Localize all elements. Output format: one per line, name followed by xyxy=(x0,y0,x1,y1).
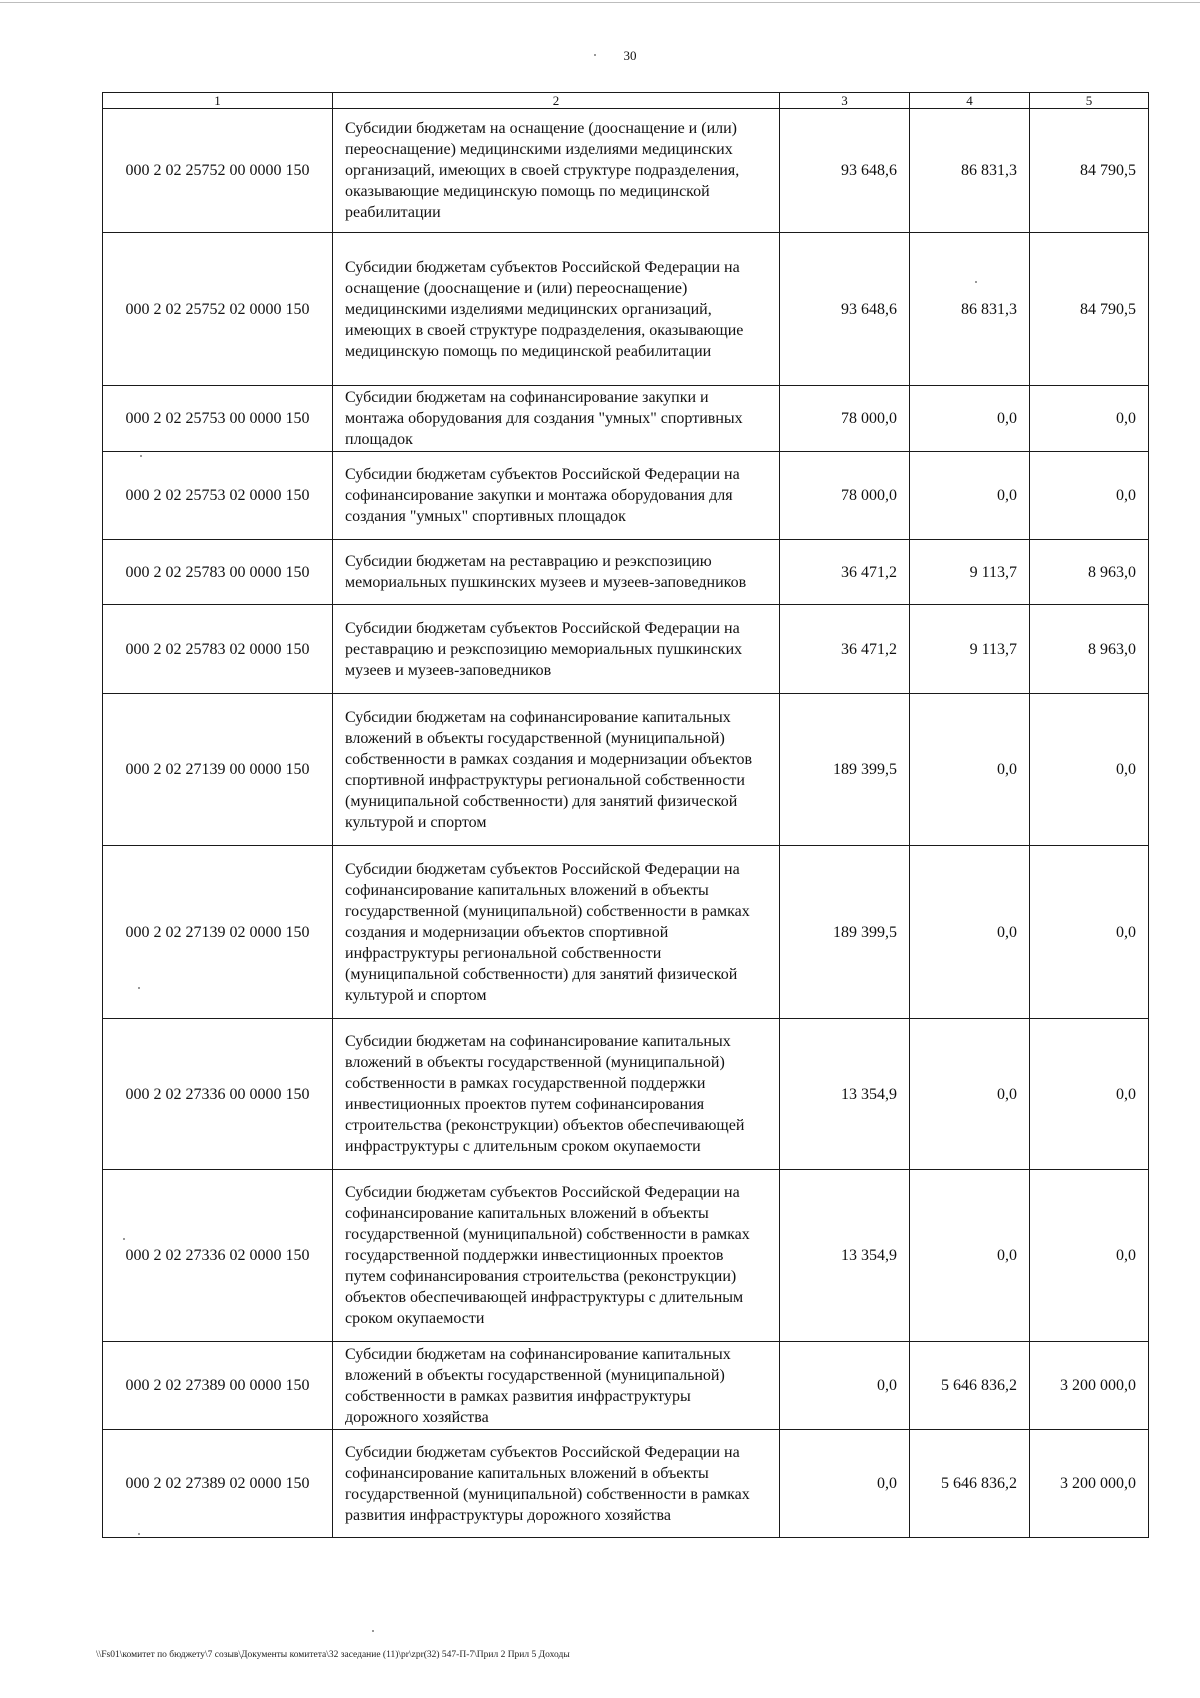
budget-code: 000 2 02 25783 02 0000 150 xyxy=(103,605,333,694)
budget-code: 000 2 02 25783 00 0000 150 xyxy=(103,540,333,605)
row-description: Субсидии бюджетам на реставрацию и реэкспозицию мемориальных пушкинских музеев и музеев-заповедников xyxy=(333,540,780,605)
table-row xyxy=(103,846,1149,1019)
table-row xyxy=(103,386,1149,452)
value-col-3: 93 648,6 xyxy=(780,233,910,386)
value-col-4: 86 831,3 xyxy=(910,233,1030,386)
row-description: Субсидии бюджетам на оснащение (дооснащение и (или) переоснащение) медицинскими изделиями медицинских организаций, имеющих в своей структуре подразделения, оказывающие медицинскую помощь по медицинской реабилитации xyxy=(333,109,780,233)
value-col-5: 0,0 xyxy=(1030,1019,1149,1170)
row-description: Субсидии бюджетам субъектов Российской Федерации на реставрацию и реэкспозицию мемориальных пушкинских музеев и музеев-заповедников xyxy=(333,605,780,694)
value-col-3: 0,0 xyxy=(780,1342,910,1430)
budget-code: 000 2 02 27336 02 0000 150 xyxy=(103,1170,333,1342)
value-col-4: 0,0 xyxy=(910,694,1030,846)
value-col-5: 3 200 000,0 xyxy=(1030,1342,1149,1430)
value-col-5: 0,0 xyxy=(1030,1170,1149,1342)
value-col-5: 3 200 000,0 xyxy=(1030,1430,1149,1538)
table-row xyxy=(103,1430,1149,1538)
row-description: Субсидии бюджетам на софинансирование капитальных вложений в объекты государственной (муниципальной) собственности в рамках создания и модернизации объектов спортивной инфраструктуры региональной собственности (муниципальной собственности) для занятий физической культурой и спортом xyxy=(333,694,780,846)
value-col-3: 36 471,2 xyxy=(780,540,910,605)
value-col-4: 0,0 xyxy=(910,452,1030,540)
header-col-4: 4 xyxy=(910,93,1030,109)
table-row xyxy=(103,605,1149,694)
scan-speck xyxy=(138,987,140,989)
value-col-5: 84 790,5 xyxy=(1030,109,1149,233)
table-row xyxy=(103,694,1149,846)
row-description: Субсидии бюджетам на софинансирование закупки и монтажа оборудования для создания "умных" спортивных площадок xyxy=(333,386,780,452)
value-col-4: 9 113,7 xyxy=(910,605,1030,694)
value-col-4: 86 831,3 xyxy=(910,109,1030,233)
header-col-2: 2 xyxy=(333,93,780,109)
table-row xyxy=(103,1019,1149,1170)
value-col-3: 13 354,9 xyxy=(780,1170,910,1342)
value-col-3: 189 399,5 xyxy=(780,694,910,846)
scan-speck xyxy=(140,455,142,457)
value-col-3: 78 000,0 xyxy=(780,452,910,540)
value-col-4: 0,0 xyxy=(910,1170,1030,1342)
budget-code: 000 2 02 27389 00 0000 150 xyxy=(103,1342,333,1430)
scan-speck xyxy=(594,54,596,56)
row-description: Субсидии бюджетам на софинансирование капитальных вложений в объекты государственной (муниципальной) собственности в рамках развития инфраструктуры дорожного хозяйства xyxy=(333,1342,780,1430)
budget-code: 000 2 02 27139 02 0000 150 xyxy=(103,846,333,1019)
table-row xyxy=(103,540,1149,605)
header-col-1: 1 xyxy=(103,93,333,109)
row-description: Субсидии бюджетам субъектов Российской Федерации на софинансирование закупки и монтажа оборудования для создания "умных" спортивных площадок xyxy=(333,452,780,540)
value-col-4: 5 646 836,2 xyxy=(910,1430,1030,1538)
value-col-4: 9 113,7 xyxy=(910,540,1030,605)
header-col-5: 5 xyxy=(1030,93,1149,109)
scan-speck xyxy=(123,1238,125,1240)
row-description: Субсидии бюджетам субъектов Российской Федерации на оснащение (дооснащение и (или) переоснащение) медицинскими изделиями медицинских организаций, имеющих в своей структуре подразделения, оказывающие медицинскую помощь по медицинской реабилитации xyxy=(333,233,780,386)
row-description: Субсидии бюджетам на софинансирование капитальных вложений в объекты государственной (муниципальной) собственности в рамках государственной поддержки инвестиционных проектов путем софинансирования строительства (реконструкции) объектов обеспечивающей инфраструктуры с длительным сроком окупаемости xyxy=(333,1019,780,1170)
value-col-5: 0,0 xyxy=(1030,386,1149,452)
header-row xyxy=(103,93,1149,109)
table-row xyxy=(103,452,1149,540)
revenue-table xyxy=(102,92,1149,1538)
value-col-3: 78 000,0 xyxy=(780,386,910,452)
value-col-4: 0,0 xyxy=(910,386,1030,452)
budget-code: 000 2 02 25752 00 0000 150 xyxy=(103,109,333,233)
header-col-3: 3 xyxy=(780,93,910,109)
value-col-5: 0,0 xyxy=(1030,694,1149,846)
table-row xyxy=(103,1342,1149,1430)
scan-speck xyxy=(372,1630,374,1632)
value-col-3: 93 648,6 xyxy=(780,109,910,233)
value-col-3: 13 354,9 xyxy=(780,1019,910,1170)
value-col-5: 0,0 xyxy=(1030,452,1149,540)
budget-code: 000 2 02 25753 00 0000 150 xyxy=(103,386,333,452)
budget-code: 000 2 02 27336 00 0000 150 xyxy=(103,1019,333,1170)
budget-code: 000 2 02 27389 02 0000 150 xyxy=(103,1430,333,1538)
value-col-4: 0,0 xyxy=(910,1019,1030,1170)
budget-code: 000 2 02 27139 00 0000 150 xyxy=(103,694,333,846)
row-description: Субсидии бюджетам субъектов Российской Федерации на софинансирование капитальных вложений в объекты государственной (муниципальной) собственности в рамках государственной поддержки инвестиционных проектов путем софинансирования строительства (реконструкции) объектов обеспечивающей инфраструктуры с длительным сроком окупаемости xyxy=(333,1170,780,1342)
value-col-5: 8 963,0 xyxy=(1030,605,1149,694)
value-col-4: 0,0 xyxy=(910,846,1030,1019)
table-row xyxy=(103,1170,1149,1342)
value-col-3: 36 471,2 xyxy=(780,605,910,694)
budget-code: 000 2 02 25753 02 0000 150 xyxy=(103,452,333,540)
value-col-3: 0,0 xyxy=(780,1430,910,1538)
value-col-4: 5 646 836,2 xyxy=(910,1342,1030,1430)
file-path-footer: \\Fs01\комитет по бюджету\7 созыв\Документы комитета\32 заседание (11)\pr\zpr(32) 547-П-7\Прил 2 Прил 5 Доходы xyxy=(96,1650,570,1660)
scan-edge-line xyxy=(0,2,1200,3)
scan-speck xyxy=(138,1533,140,1535)
value-col-5: 0,0 xyxy=(1030,846,1149,1019)
value-col-5: 8 963,0 xyxy=(1030,540,1149,605)
page-number: 30 xyxy=(623,48,637,63)
value-col-3: 189 399,5 xyxy=(780,846,910,1019)
scan-speck xyxy=(975,281,977,283)
table-row xyxy=(103,233,1149,386)
row-description: Субсидии бюджетам субъектов Российской Федерации на софинансирование капитальных вложений в объекты государственной (муниципальной) собственности в рамках развития инфраструктуры дорожного хозяйства xyxy=(333,1430,780,1538)
budget-code: 000 2 02 25752 02 0000 150 xyxy=(103,233,333,386)
value-col-5: 84 790,5 xyxy=(1030,233,1149,386)
row-description: Субсидии бюджетам субъектов Российской Федерации на софинансирование капитальных вложений в объекты государственной (муниципальной) собственности в рамках создания и модернизации объектов спортивной инфраструктуры региональной собственности (муниципальной собственности) для занятий физической культурой и спортом xyxy=(333,846,780,1019)
table-row xyxy=(103,109,1149,233)
